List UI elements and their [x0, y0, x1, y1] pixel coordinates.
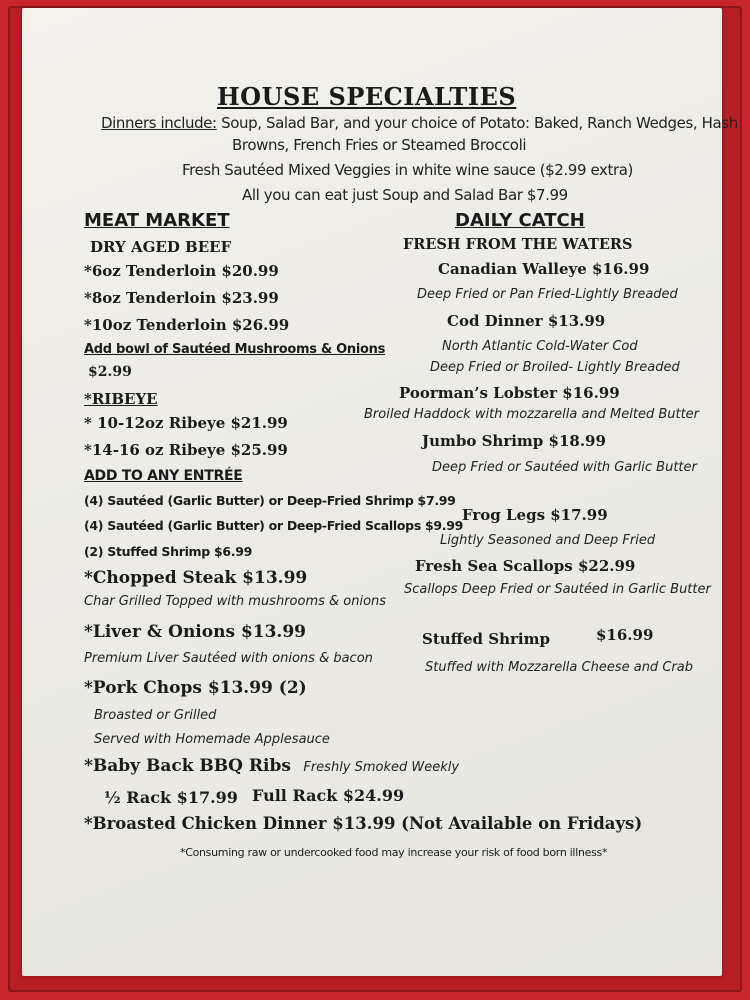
food-safety-disclaimer: *Consuming raw or undercooked food may increase your risk of food born illness* [180, 846, 608, 859]
meat-market-heading: MEAT MARKET [84, 210, 230, 231]
ribeye-heading: *RIBEYE [84, 390, 158, 408]
dinners-text-2: Browns, French Fries or Steamed Broccoli [232, 136, 527, 154]
ribs-full-rack: Full Rack $24.99 [252, 786, 405, 805]
cod-desc-1: North Atlantic Cold-Water Cod [442, 339, 638, 354]
menu-item-walleye: Canadian Walleye $16.99 [438, 260, 650, 278]
menu-item-broasted-chicken: *Broasted Chicken Dinner $13.99 (Not Available on Fridays) [84, 814, 643, 833]
addon-shrimp: (4) Sautéed (Garlic Butter) or Deep-Fried Shrimp $7.99 [84, 493, 456, 508]
menu-item-jumbo-shrimp: Jumbo Shrimp $18.99 [422, 432, 606, 450]
mushrooms-price: $2.99 [88, 364, 132, 380]
addon-stuffed-shrimp: (2) Stuffed Shrimp $6.99 [84, 544, 253, 559]
ribs-line [84, 756, 459, 776]
menu-item-sea-scallops: Fresh Sea Scallops $22.99 [415, 557, 636, 575]
ribs-note: Freshly Smoked Weekly [303, 760, 460, 775]
dinners-label: Dinners include: [101, 114, 217, 132]
chopped-steak-desc: Char Grilled Topped with mushrooms & onions [84, 594, 387, 609]
ribs-half-rack: ½ Rack $17.99 [104, 788, 238, 807]
menu-item-poormans-lobster: Poorman’s Lobster $16.99 [399, 384, 620, 402]
page-title: HOUSE SPECIALTIES [217, 82, 517, 111]
scallops-desc: Scallops Deep Fried or Sautéed in Garlic Butter [404, 582, 711, 597]
stuffed-shrimp-desc: Stuffed with Mozzarella Cheese and Crab [425, 660, 693, 675]
menu-item-frog-legs: Frog Legs $17.99 [462, 506, 608, 524]
pork-desc-1: Broasted or Grilled [94, 708, 217, 723]
dry-aged-heading: DRY AGED BEEF [90, 238, 232, 256]
menu-item-cod: Cod Dinner $13.99 [447, 312, 606, 330]
add-to-entree-heading: ADD TO ANY ENTRÉE [84, 468, 243, 484]
menu-item-tenderloin-10: *10oz Tenderloin $26.99 [84, 316, 290, 334]
dinners-line [101, 114, 738, 132]
stuffed-shrimp-price: $16.99 [596, 626, 654, 644]
mushrooms-addon: Add bowl of Sautéed Mushrooms & Onions [84, 342, 386, 357]
addon-scallops: (4) Sautéed (Garlic Butter) or Deep-Fried Scallops $9.99 [84, 518, 464, 533]
pork-desc-2: Served with Homemade Applesauce [94, 732, 330, 747]
walleye-desc: Deep Fried or Pan Fried-Lightly Breaded [417, 287, 678, 302]
dinners-text: Soup, Salad Bar, and your choice of Potato: Baked, Ranch Wedges, Hash [221, 114, 738, 132]
daily-catch-heading: DAILY CATCH [455, 210, 585, 231]
cod-desc-2: Deep Fried or Broiled- Lightly Breaded [430, 360, 680, 375]
jumbo-shrimp-desc: Deep Fried or Sautéed with Garlic Butter [432, 460, 697, 475]
soup-salad-note: All you can eat just Soup and Salad Bar $7.99 [242, 186, 568, 204]
menu-item-pork-chops: *Pork Chops $13.99 (2) [84, 678, 307, 698]
menu-item-liver: *Liver & Onions $13.99 [84, 622, 307, 642]
menu-item-ribeye-14: *14-16 oz Ribeye $25.99 [84, 441, 288, 459]
lobster-desc: Broiled Haddock with mozzarella and Melted Butter [364, 407, 700, 422]
menu-item-tenderloin-6: *6oz Tenderloin $20.99 [84, 262, 279, 280]
liver-desc: Premium Liver Sautéed with onions & bacon [84, 651, 373, 666]
menu-item-tenderloin-8: *8oz Tenderloin $23.99 [84, 289, 279, 307]
fresh-waters-heading: FRESH FROM THE WATERS [403, 236, 633, 253]
menu-item-stuffed-shrimp: Stuffed Shrimp [422, 630, 550, 648]
veggies-note: Fresh Sautéed Mixed Veggies in white wine sauce ($2.99 extra) [182, 161, 633, 179]
frog-legs-desc: Lightly Seasoned and Deep Fried [440, 533, 656, 548]
menu-sheet [22, 8, 738, 976]
menu-item-chopped-steak: *Chopped Steak $13.99 [84, 568, 308, 588]
menu-item-ribs: *Baby Back BBQ Ribs [84, 756, 291, 776]
menu-item-ribeye-10: * 10-12oz Ribeye $21.99 [84, 414, 288, 432]
